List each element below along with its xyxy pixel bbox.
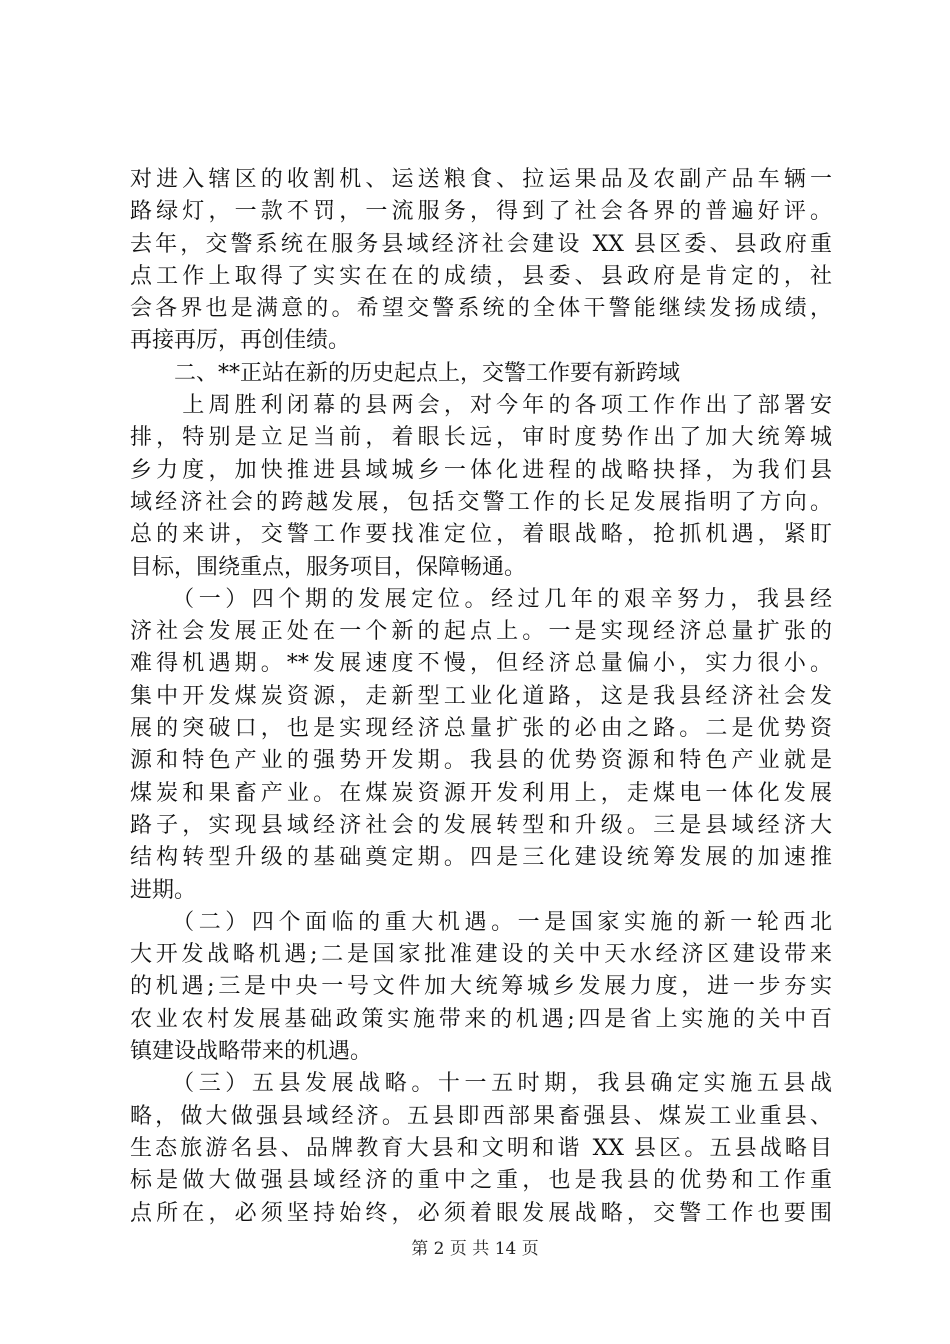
text-line: 进期。 (130, 877, 197, 903)
text-line: 集中开发煤炭资源，走新型工业化道路，这是我县经济社会发 (130, 683, 832, 709)
text-line: 大开发战略机遇;二是国家批准建设的关中天水经济区建设带来 (130, 942, 832, 968)
text-line: 标是做大做强县域经济的重中之重，也是我县的优势和工作重 (130, 1168, 832, 1194)
document-body (130, 164, 832, 1230)
text-line: 展的突破口，也是实现经济总量扩张的必由之路。二是优势资 (130, 716, 832, 742)
text-line: 对进入辖区的收割机、运送粮食、拉运果品及农副产品车辆一 (130, 167, 832, 192)
text-line: 源和特色产业的强势开发期。我县的优势资源和特色产业就是 (130, 748, 832, 774)
text-line: 路绿灯，一款不罚，一流服务，得到了社会各界的普遍好评。 (130, 199, 832, 225)
text-line: 会各界也是满意的。希望交警系统的全体干警能继续发扬成绩， (130, 296, 832, 322)
text-line: 总的来讲，交警工作要找准定位，着眼战略，抢抓机遇，紧盯 (130, 522, 832, 548)
text-line: 济社会发展正处在一个新的起点上。一是实现经济总量扩张的 (130, 619, 832, 645)
text-line: 上周胜利闭幕的县两会，对今年的各项工作作出了部署安 (130, 393, 832, 419)
text-line: 目标，围绕重点，服务项目，保障畅通。 (130, 554, 527, 580)
text-line: 生态旅游名县、品牌教育大县和文明和谐 XX 县区。五县战略目 (130, 1135, 832, 1161)
text-line: 路子，实现县域经济社会的发展转型和升级。三是县域经济大 (130, 812, 832, 838)
text-line: （二）四个面临的重大机遇。一是国家实施的新一轮西北 (130, 909, 832, 935)
text-line: （三）五县发展战略。十一五时期，我县确定实施五县战 (130, 1071, 832, 1097)
text-line: 二、**正站在新的历史起点上，交警工作要有新跨域 (130, 360, 681, 386)
text-line: 点所在，必须坚持始终，必须着眼发展战略，交警工作也要围 (130, 1200, 832, 1226)
text-line: 煤炭和果畜产业。在煤炭资源开发利用上，走煤电一体化发展 (130, 780, 832, 806)
text-line: （一）四个期的发展定位。经过几年的艰辛努力，我县经 (130, 586, 832, 612)
text-line: 乡力度，加快推进县域城乡一体化进程的战略抉择，为我们县 (130, 457, 832, 483)
text-line: 域经济社会的跨越发展，包括交警工作的长足发展指明了方向。 (130, 489, 832, 515)
page-footer: 第 2 页 共 14 页 (411, 1239, 539, 1259)
text-line: 镇建设战略带来的机遇。 (130, 1039, 373, 1065)
text-line: 结构转型升级的基础奠定期。四是三化建设统筹发展的加速推 (130, 845, 832, 871)
text-line: 难得机遇期。**发展速度不慢，但经济总量偏小，实力很小。 (130, 651, 832, 677)
text-line: 的机遇;三是中央一号文件加大统筹城乡发展力度，进一步夯实 (130, 974, 832, 1000)
text-line: 排，特别是立足当前，着眼长远，审时度势作出了加大统筹城 (130, 425, 832, 451)
text-line: 去年，交警系统在服务县域经济社会建设 XX 县区委、县政府重 (130, 231, 832, 257)
text-line: 农业农村发展基础政策实施带来的机遇;四是省上实施的关中百 (130, 1006, 832, 1032)
text-line: 点工作上取得了实实在在的成绩，县委、县政府是肯定的，社 (130, 263, 832, 289)
text-line: 略，做大做强县域经济。五县即西部果畜强县、煤炭工业重县、 (130, 1103, 832, 1129)
text-line: 再接再厉，再创佳绩。 (130, 328, 351, 354)
